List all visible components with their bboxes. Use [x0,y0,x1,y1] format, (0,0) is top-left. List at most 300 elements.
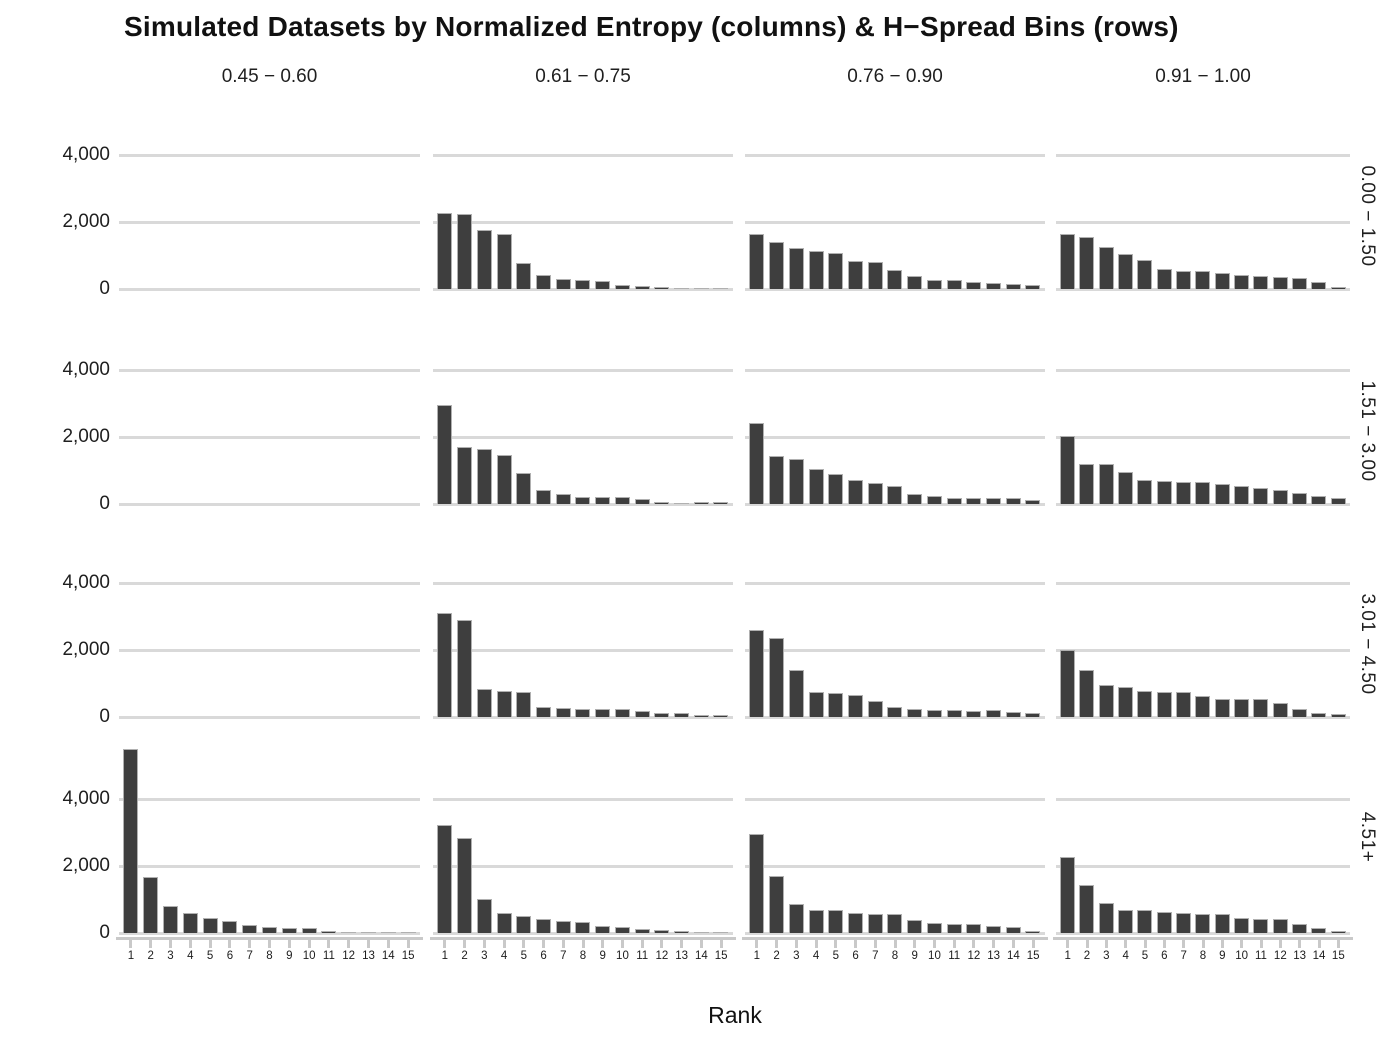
x-axis-tick [1318,940,1321,948]
bar [694,288,709,289]
bar [868,483,883,504]
bar [947,280,962,289]
bar [1331,931,1346,933]
bar [986,710,1001,717]
x-axis-tick-label: 12 [655,950,669,962]
row-facet-label: 3.01 − 4.50 [1357,593,1378,695]
bar [615,285,630,289]
bar [497,913,512,933]
x-axis-tick-label: 7 [872,950,879,962]
bars-group [1056,143,1350,289]
x-axis-tick-label: 9 [286,950,293,962]
bar [1292,278,1307,289]
bar [749,630,764,717]
bar [595,281,610,289]
x-axis-tick-label: 13 [987,950,1001,962]
bar [401,932,416,933]
x-axis-tick [582,940,585,948]
bar [868,914,883,933]
bar [341,932,356,933]
x-axis-tick [1337,940,1340,948]
y-axis-tick-label: 0 [99,278,110,299]
x-axis-tick-label: 8 [266,950,273,962]
bar [1234,486,1249,504]
x-axis-tick [268,940,271,948]
bar [123,749,138,933]
x-axis-tick [992,940,995,948]
bar [1273,277,1288,289]
bar [713,932,728,933]
x-axis-tick [129,940,132,948]
facet-panel [119,358,420,504]
x-axis-tick-label: 5 [832,950,839,962]
x-axis-tick [933,940,936,948]
bar [907,276,922,289]
bar [497,234,512,289]
x-axis-tick-label: 6 [1161,950,1168,962]
bar [927,923,942,933]
bar [516,692,531,717]
column-facet-label: 0.76 − 0.90 [847,66,943,87]
x-axis-tick-label: 2 [773,950,780,962]
x-axis-tick [407,940,410,948]
x-axis-tick [720,940,723,948]
bar [749,834,764,933]
bar [242,925,257,933]
column-facet-label: 0.61 − 0.75 [535,66,631,87]
x-axis-tick [1144,940,1147,948]
x-axis-tick-label: 3 [167,950,174,962]
y-axis-tick-label: 2,000 [62,639,110,660]
x-axis-tick-label: 11 [322,950,335,962]
bar [966,711,981,717]
bars-group [433,740,733,933]
bar [1025,285,1040,289]
x-axis-tick [443,940,446,948]
y-axis-tick-label: 0 [99,493,110,514]
bars-group [745,740,1045,933]
x-axis-tick-label: 15 [401,950,415,962]
bar [1137,910,1152,933]
bar [1079,885,1094,933]
bar [1195,482,1210,504]
x-axis-tick-label: 10 [1235,950,1249,962]
bars-group [433,358,733,504]
bar [947,924,962,933]
x-axis-tick-label: 2 [1083,950,1091,962]
x-axis-tick [189,940,192,948]
bar [1060,436,1075,504]
bar [1215,914,1230,933]
bar [536,707,551,717]
x-axis-tick-label: 13 [362,950,375,962]
bars-group [433,571,733,717]
x-axis-tick-label: 6 [852,950,859,962]
bar [1215,699,1230,717]
bar [1176,692,1191,717]
bar [1099,247,1114,289]
bar [1176,271,1191,289]
bar [302,928,317,933]
x-axis-tick-label: 5 [1141,950,1149,962]
bar [848,480,863,504]
bar [769,242,784,289]
bar [381,932,396,933]
x-axis-tick [169,940,172,948]
bar [654,930,669,933]
bar [183,913,198,933]
x-axis-tick [953,940,956,948]
bar [1006,927,1021,933]
bars-group [745,358,1045,504]
x-axis-tick-label: 1 [441,950,449,962]
bar [457,620,472,717]
bar [654,502,669,504]
row-facet-label: 4.51+ [1357,811,1378,862]
x-axis-tick [1105,940,1108,948]
bars-group [1056,740,1350,933]
x-axis-tick-label: 9 [599,950,606,962]
x-axis-tick-label: 12 [1273,950,1287,962]
bar [615,497,630,504]
bar [477,899,492,933]
bar [477,689,492,717]
x-axis-tick-label: 14 [1312,950,1326,962]
x-axis-tick-label: 15 [1331,950,1345,962]
bar [789,670,804,717]
x-axis-tick [641,940,644,948]
bar [556,279,571,289]
bar [809,251,824,289]
chart-title: Simulated Datasets by Normalized Entropy (columns) & H−Spread Bins (rows) [124,11,1179,42]
y-axis-tick-label: 0 [99,922,110,943]
x-axis-tick-label: 15 [714,950,728,962]
bar [1099,685,1114,717]
bar [674,288,689,290]
bar [222,921,237,933]
bar [1079,670,1094,717]
bars-group [433,143,733,289]
facet-panel [119,571,420,717]
bar [1195,696,1210,717]
bar [887,486,902,504]
bar [1331,287,1346,289]
bar [457,214,472,289]
bar [1006,498,1021,504]
x-axis-tick-label: 12 [342,950,356,962]
bar [927,280,942,289]
bar [635,711,650,717]
x-axis-tick [1298,940,1301,948]
x-axis-tick [1279,940,1282,948]
x-axis-tick-label: 11 [948,950,961,962]
bar [595,709,610,717]
bar [163,906,178,933]
bar [1006,284,1021,289]
bar [477,449,492,504]
x-axis-tick [1012,940,1015,948]
y-axis-tick-label: 4,000 [62,359,110,380]
column-facet-label: 0.91 − 1.00 [1155,66,1251,87]
bar [887,270,902,289]
bar [907,709,922,717]
bar [713,288,728,289]
facet-panel [433,143,733,289]
x-axis-tick-label: 4 [187,950,194,962]
bar [986,283,1001,289]
bar [1060,234,1075,289]
bar [713,715,728,717]
bar [1292,709,1307,717]
bar [1137,691,1152,717]
x-axis-tick [834,940,837,948]
bar [1311,282,1326,289]
bar [1215,484,1230,504]
x-axis-tick [660,940,663,948]
facet-panel [433,358,733,504]
x-axis-tick [1240,940,1243,948]
bar [1331,498,1346,504]
x-axis-tick-label: 12 [967,950,981,962]
bar [1060,857,1075,933]
y-axis-tick-label: 4,000 [62,788,110,809]
bar [595,497,610,504]
x-axis-tick [308,940,311,948]
x-axis-tick-label: 8 [579,950,587,962]
bar [457,838,472,933]
bar [536,275,551,289]
x-axis-tick-label: 10 [616,950,629,962]
bar [809,910,824,933]
x-axis-tick-label: 10 [928,950,941,962]
bar [887,914,902,933]
row-facet-label: 0.00 − 1.50 [1357,165,1378,267]
bar [789,459,804,504]
bar [437,213,452,289]
row-facet-label: 1.51 − 3.00 [1357,380,1378,482]
x-axis-tick [1182,940,1185,948]
x-axis-tick-label: 8 [1199,950,1207,962]
bar [828,474,843,504]
bar [1234,699,1249,717]
x-axis-tick-label: 7 [560,950,567,962]
bar [635,286,650,289]
x-axis-tick [894,940,897,948]
bar [769,638,784,717]
x-axis-tick-label: 14 [694,950,708,962]
bar [1234,275,1249,289]
x-axis-tick [347,940,350,948]
bars-group [119,143,420,289]
bar [1311,496,1326,504]
bar [536,919,551,933]
bars-group [1056,571,1350,717]
bar [674,713,689,717]
bar [1292,493,1307,504]
bar [1253,488,1268,504]
y-axis-tick-label: 2,000 [62,426,110,447]
bar [907,920,922,933]
bar [1273,919,1288,933]
x-axis-tick [209,940,212,948]
bar [575,709,590,717]
x-axis-tick-label: 14 [381,950,395,962]
bar [516,473,531,504]
bar [694,715,709,717]
bar [321,931,336,933]
x-axis-tick-label: 14 [1006,950,1020,962]
bar [1311,928,1326,933]
facet-panel [119,143,420,289]
y-axis-tick-label: 0 [99,706,110,727]
bar [828,693,843,717]
x-axis-tick [522,940,525,948]
x-axis-tick-label: 9 [1219,950,1226,962]
bar [654,287,669,289]
bar [966,282,981,289]
bar [1253,919,1268,933]
x-axis-tick [562,940,565,948]
bar [1157,912,1172,933]
x-axis-tick [1086,940,1089,948]
bar [694,932,709,933]
x-axis-tick [621,940,624,948]
x-axis-tick [601,940,604,948]
bar [1118,910,1133,933]
x-axis-tick-label: 3 [481,950,488,962]
facet-panel [1056,740,1350,933]
bar [1137,480,1152,504]
bar [1157,269,1172,289]
y-axis-tick-label: 2,000 [62,211,110,232]
bar [1195,271,1210,289]
bar [848,261,863,289]
x-axis-tick [463,940,466,948]
bar [556,921,571,933]
bar [868,262,883,289]
x-axis-tick-label: 7 [246,950,253,962]
facet-panel [745,571,1045,717]
bar [828,910,843,933]
bar [1079,237,1094,289]
x-axis-tick [755,940,758,948]
bar [848,913,863,933]
bar [654,713,669,717]
bar [789,904,804,933]
x-axis-tick-label: 4 [812,950,820,962]
x-axis-tick [503,940,506,948]
bar [966,498,981,504]
x-axis-tick-label: 11 [1255,950,1267,962]
x-axis-tick-label: 11 [636,950,649,962]
x-axis-tick [1202,940,1205,948]
x-axis-tick-label: 1 [127,950,135,962]
x-axis-tick-label: 1 [1064,950,1071,962]
x-axis-tick-label: 8 [891,950,899,962]
x-axis-tick [1163,940,1166,948]
x-axis-tick [288,940,291,948]
x-axis-tick-label: 4 [1122,950,1129,962]
bar [828,253,843,289]
bars-group [119,740,420,933]
bar [536,490,551,504]
bars-group [119,358,420,504]
bar [1234,918,1249,933]
x-axis-tick-label: 9 [911,950,918,962]
bar [477,230,492,289]
bar [1060,650,1075,717]
bar [674,503,689,505]
facet-panel [745,740,1045,933]
y-axis-tick-label: 2,000 [62,855,110,876]
facet-panel [745,143,1045,289]
bar [1157,481,1172,504]
bar [1273,490,1288,504]
x-axis-tick [700,940,703,948]
x-axis-tick [1221,940,1224,948]
bar [1118,254,1133,290]
x-axis-tick-label: 4 [500,950,508,962]
bars-group [745,143,1045,289]
bar [1253,699,1268,717]
bar [203,918,218,933]
bar [1025,500,1040,504]
bar [437,405,452,504]
bar [986,926,1001,933]
bar [575,922,590,933]
bar [1331,714,1346,717]
x-axis-tick-label: 3 [793,950,800,962]
bar [143,877,158,933]
x-axis-tick-label: 10 [302,950,316,962]
x-axis-tick-label: 1 [753,950,761,962]
bar [497,691,512,717]
bar [674,931,689,933]
bar [749,423,764,504]
bar [1137,260,1152,289]
bar [556,494,571,504]
bar [575,280,590,289]
x-axis-tick-label: 5 [206,950,214,962]
x-axis-tick [1032,940,1035,948]
bar [1311,713,1326,717]
bar [457,447,472,504]
x-axis-tick-label: 13 [675,950,689,962]
x-axis-tick [228,940,231,948]
x-axis-tick [680,940,683,948]
x-axis-tick [542,940,545,948]
bars-group [745,571,1045,717]
x-axis-title: Rank [708,1002,762,1028]
x-axis-tick [913,940,916,948]
x-axis-tick [149,940,152,948]
bar [713,502,728,504]
bar [516,916,531,933]
bar [868,701,883,717]
bar [595,926,610,933]
bar [694,502,709,504]
bar [437,613,452,717]
bar [1215,273,1230,289]
bar [1025,713,1040,717]
x-axis-tick [248,940,251,948]
bar [1292,924,1307,933]
bar [1253,276,1268,289]
bar [262,927,277,933]
bar [1099,464,1114,504]
x-axis-tick [775,940,778,948]
bar [1006,712,1021,717]
